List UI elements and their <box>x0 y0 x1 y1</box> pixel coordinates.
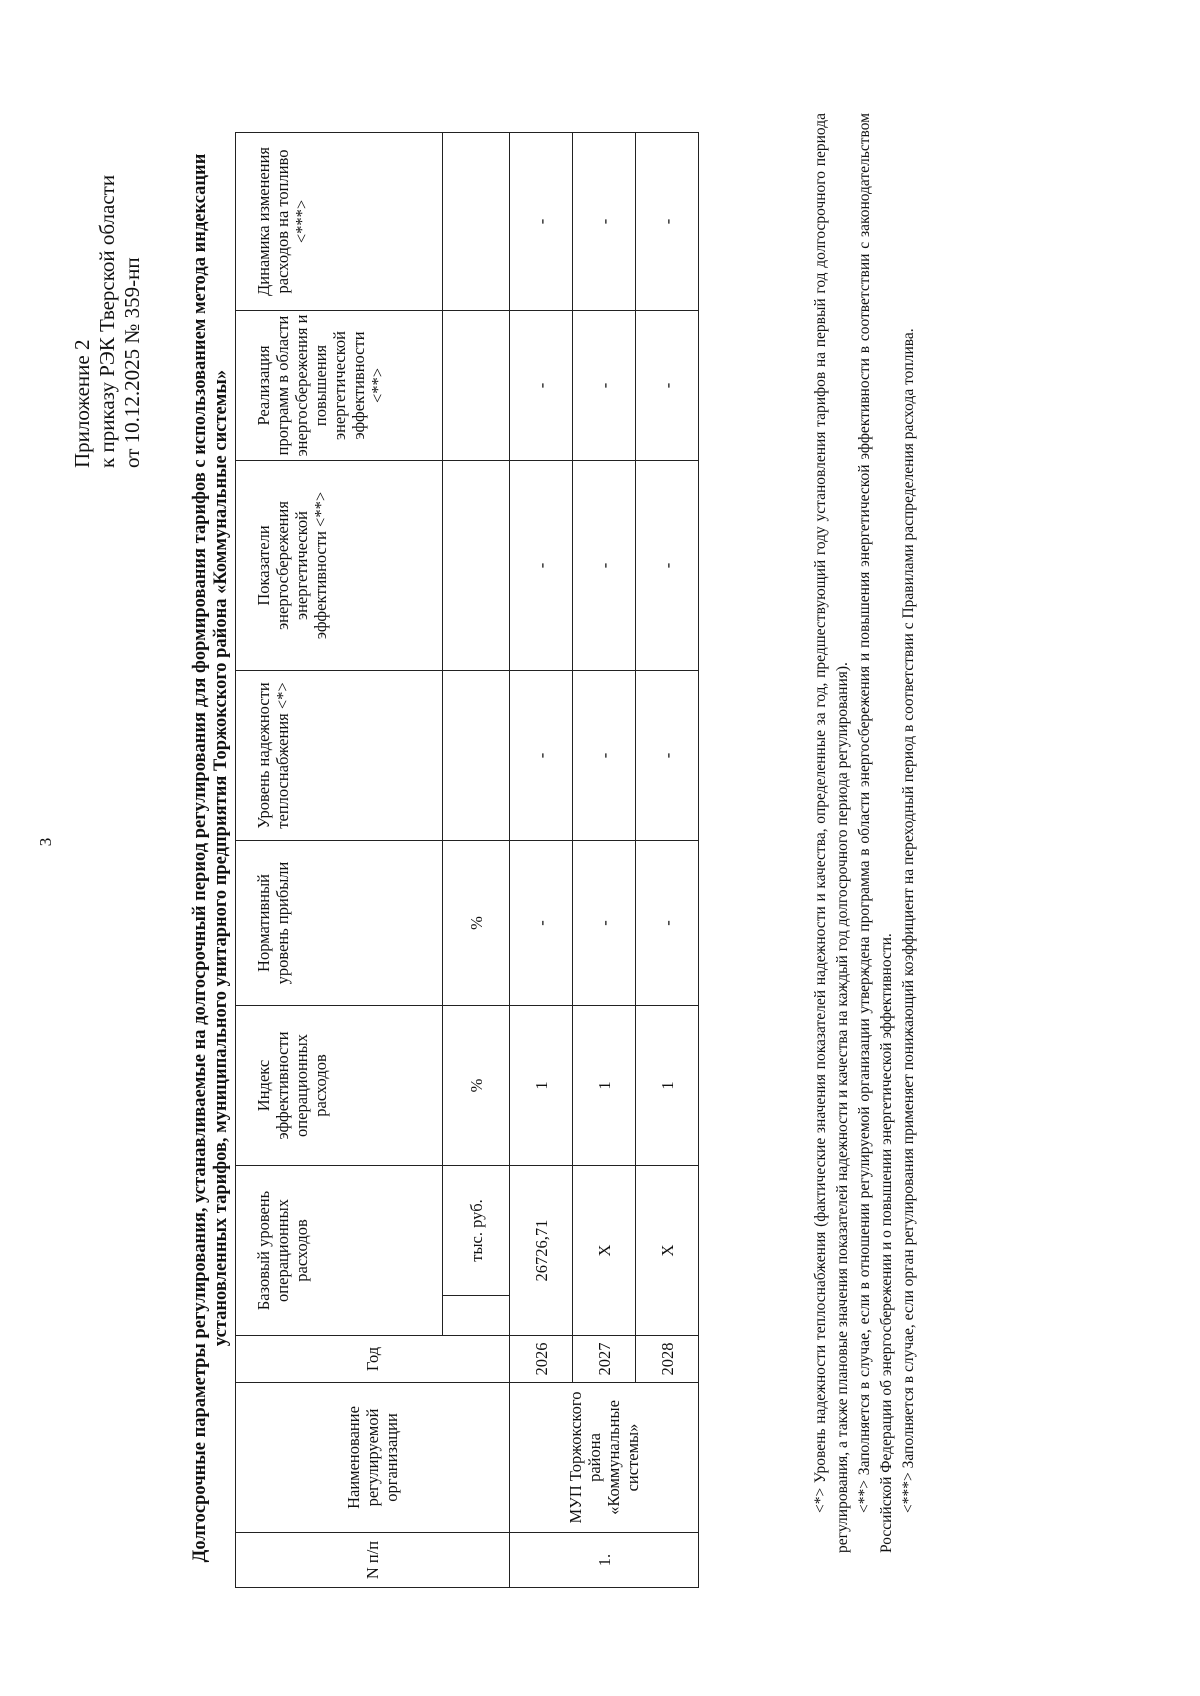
cell-energy-saving: - <box>573 460 636 670</box>
unit-energy-saving <box>443 460 510 670</box>
cell-reliability: - <box>573 670 636 840</box>
unit-base-opex: тыс. руб. <box>443 1165 510 1295</box>
footnote-reliability: <*> Уровень надежности теплоснабжения (фактические значения показателей надежности и качества, определенные за год, предшествующий году установления тарифов на первый год долгосрочного периода регулирования, а также плановые значения показателей надежности и качества на каждый год долгосрочного периода регулирования). <box>812 113 851 1553</box>
document-heading: Долгосрочные параметры регулирования, устанавливаемые на долгосрочный период регулирования для формирования тарифов с использованием метода индексации установленных тарифов, муниципального унитарного предприятия Торжокского района «Коммунальные системы» <box>190 153 231 1563</box>
cell-fuel-dynamics: - <box>573 132 636 310</box>
footnote-fuel: <***> Заполняется в случае, если орган регулирования применяет понижающий коэффициент на переходный период в соответствии с Правилами распределения расхода топлива. <box>900 328 917 1513</box>
header-efficiency-index: Индекс эффективности операционных расходов <box>236 1005 443 1165</box>
header-fuel-dynamics: Динамика изменения расходов на топливо <***> <box>236 132 443 310</box>
cell-normative-profit: - <box>573 840 636 1005</box>
cell-reliability: - <box>510 670 573 840</box>
header-energy-saving: Показатели энергосбережения энергетической эффективности <**> <box>236 460 443 670</box>
cell-reliability: - <box>636 670 699 840</box>
header-reliability: Уровень надежности теплоснабжения <*> <box>236 670 443 840</box>
cell-energy-saving: - <box>636 460 699 670</box>
header-year: Год <box>236 1336 510 1383</box>
cell-energy-saving: - <box>510 460 573 670</box>
cell-year: 2027 <box>573 1336 636 1383</box>
header-energy-programs: Реализация программ в области энергосбережения и повышения энергетической эффективности <**> <box>236 310 443 460</box>
header-number: N п/п <box>236 1533 510 1588</box>
cell-fuel-dynamics: - <box>510 132 573 310</box>
parameters-table <box>235 132 699 1588</box>
unit-spacer <box>443 1296 510 1336</box>
cell-base-opex: X <box>573 1165 636 1335</box>
footnote-energy-saving: <**> Заполняется в случае, если в отношении регулируемой организации утверждена программа в области энергосбережения и повышения энергетической эффективности в соответствии с законодательством Российской Федерации об энергосбережении и о повышении энергетической эффективности. <box>856 113 895 1553</box>
organization-name: МУП Торжокского района «Коммунальные системы» <box>510 1383 699 1533</box>
unit-efficiency-index: % <box>443 1005 510 1165</box>
cell-fuel-dynamics: - <box>636 132 699 310</box>
cell-base-opex: X <box>636 1165 699 1335</box>
header-organization: Наименование регулируемой организации <box>236 1383 510 1533</box>
unit-normative-profit: % <box>443 840 510 1005</box>
unit-energy-programs <box>443 310 510 460</box>
row-number: 1. <box>510 1533 699 1588</box>
cell-year: 2028 <box>636 1336 699 1383</box>
header-normative-profit: Нормативный уровень прибыли <box>236 840 443 1005</box>
unit-reliability <box>443 670 510 840</box>
footnotes <box>810 113 920 1553</box>
table-row <box>510 132 573 1587</box>
cell-energy-programs: - <box>636 310 699 460</box>
cell-energy-programs: - <box>510 310 573 460</box>
cell-normative-profit: - <box>510 840 573 1005</box>
cell-efficiency-index: 1 <box>510 1005 573 1165</box>
page-number: 3 <box>36 837 55 847</box>
cell-year: 2026 <box>510 1336 573 1383</box>
table-row <box>636 132 699 1587</box>
rotated-page-content <box>70 68 1130 1668</box>
cell-efficiency-index: 1 <box>573 1005 636 1165</box>
unit-fuel-dynamics <box>443 132 510 310</box>
table-header-row <box>236 132 443 1587</box>
appendix-block <box>70 88 145 468</box>
appendix-order-date: от 10.12.2025 № 359-нп <box>120 257 144 468</box>
cell-normative-profit: - <box>636 840 699 1005</box>
cell-energy-programs: - <box>573 310 636 460</box>
cell-efficiency-index: 1 <box>636 1005 699 1165</box>
appendix-order-reference: к приказу РЭК Тверской области <box>95 174 119 468</box>
header-base-opex: Базовый уровень операционных расходов <box>236 1165 443 1335</box>
cell-base-opex: 26726,71 <box>510 1165 573 1335</box>
table-row <box>573 132 636 1587</box>
appendix-title: Приложение 2 <box>70 339 94 468</box>
